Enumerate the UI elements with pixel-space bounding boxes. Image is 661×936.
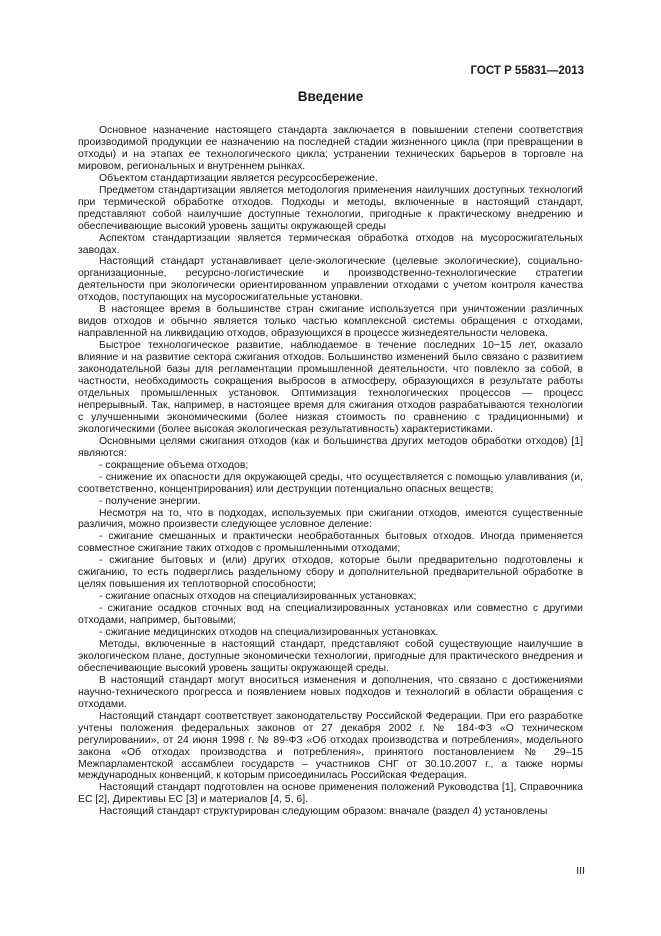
paragraph: Аспектом стандартизации является термическая обработка отходов на мусоросжигательных заводах.: [78, 232, 583, 256]
paragraph: Быстрое технологическое развитие, наблюдаемое в течение последних 10−15 лет, оказало влияние и на развитие сектора сжигания отходов. Большинство изменений было связано с развитием законодательной базы для регламентации промышленной деятельности, что повлекло за собой, в частности, необходимость сокращения выбросов в атмосферу, образующихся в результате работы отдельных промышленных установок. Оптимизация технологических процессов — процесс непрерывный. Так, например, в настоящее время для сжигания отходов разрабатываются технологии с улучшенными экономическими (более низкая стоимость по сравнению с традиционными) и экологическими (более высокая экологическая результативность) характеристиками.: [78, 340, 583, 435]
document-code: ГОСТ Р 55831—2013: [470, 65, 584, 77]
body-text: [78, 125, 583, 818]
paragraph: Основное назначение настоящего стандарта заключается в повышении степени соответствия производимой продукции ее назначению на последней стадии жизненного цикла (при превращении в отходы) и на этапах ее технологического цикла; устранении технических барьеров в торговле на мировом, региональных и внутреннем рынках.: [78, 125, 583, 172]
paragraph: Несмотря на то, что в подходах, используемых при сжигании отходов, имеются существенные различия, можно произвести следующее условное деление:: [78, 507, 583, 531]
paragraph: В настоящее время в большинстве стран сжигание используется при уничтожении различных видов отходов и обычно является только частью комплексной системы обращения с отходами, направленной на ликвидацию отходов, образующихся в процессе жизнедеятельности человека.: [78, 304, 583, 340]
paragraph: Основными целями сжигания отходов (как и большинства других методов обработки отходов) [1] являются:: [78, 435, 583, 459]
section-title: Введение: [297, 89, 364, 104]
paragraph: Настоящий стандарт устанавливает целе-экологические (целевые экологические), социально-организационные, ресурсно-логистические и производственно-технологические стратегии деятельности при экологически ориентированном управлении отходами с учетом контроля качества отходов, поступающих на мусоросжигательные установки.: [78, 256, 583, 304]
paragraph: - сжигание осадков сточных вод на специализированных установках или совместно с другими отходами, например, бытовыми;: [78, 603, 583, 627]
paragraph: В настоящий стандарт могут вноситься изменения и дополнения, что связано с достижениями научно-технического прогресса и появлением новых подходов и технологий в области обращения с отходами.: [78, 674, 583, 710]
paragraph: Методы, включенные в настоящий стандарт, представляют собой существующие наилучшие в экологическом плане, доступные экономически технологии, пригодные для практического внедрения и обеспечивающие высокий уровень защиты окружающей среды.: [78, 638, 583, 674]
paragraph: Объектом стандартизации является ресурсосбережение.: [99, 172, 378, 184]
paragraph: Настоящий стандарт структурирован следующим образом: вначале (раздел 4) установлены: [99, 806, 548, 818]
paragraph: Настоящий стандарт подготовлен на основе применения положений Руководства [1], Справочника ЕС [2], Директивы ЕС [3] и материалов [4, 5, 6].: [78, 782, 583, 806]
paragraph: Предметом стандартизации является методология применения наилучших доступных технологий при термической обработке отходов. Подходы и методы, включенные в настоящий стандарт, представляют собой наилучшие доступные технологии, пригодные к практическому внедрению и обеспечивающие высокий уровень защиты окружающей среды: [78, 184, 583, 232]
paragraph: Настоящий стандарт соответствует законодательству Российской Федерации. При его разработке учтены положения федеральных законов от 27 декабря 2002 г. № 184-ФЗ «О техническом регулировании», от 24 июня 1998 г. № 89-ФЗ «Об отходах производства и потребления», модельного закона «Об отходах производства и потребления», принятого постановлением № 29–15 Межпарламентской ассамблеи государств – участников СНГ от 30.10.2007 г., а также нормы международных конвенций, к которым присоединилась Российская Федерация.: [78, 710, 583, 782]
page-number: III: [576, 865, 585, 877]
paragraph: - сжигание опасных отходов на специализированных установках;: [99, 591, 417, 603]
paragraph: - сжигание смешанных и практически необработанных бытовых отходов. Иногда применяется совместное сжигание таких отходов с промышленными отходами;: [78, 531, 583, 555]
paragraph: - получение энергии.: [99, 495, 201, 507]
paragraph: - снижение их опасности для окружающей среды, что осуществляется с помощью улавливания (и, соответственно, концентрирования) или деструкции потенциально опасных веществ;: [78, 471, 583, 495]
paragraph: - сжигание медицинских отходов на специализированных установках.: [99, 627, 439, 639]
paragraph: - сжигание бытовых и (или) других отходов, которые были предварительно подготовлены к сжиганию, то есть подверглись раздельному сбору и дополнительной предварительной обработке в целях повышения их теплотворной способности;: [78, 555, 583, 591]
paragraph: - сокращение объема отходов;: [99, 459, 249, 471]
